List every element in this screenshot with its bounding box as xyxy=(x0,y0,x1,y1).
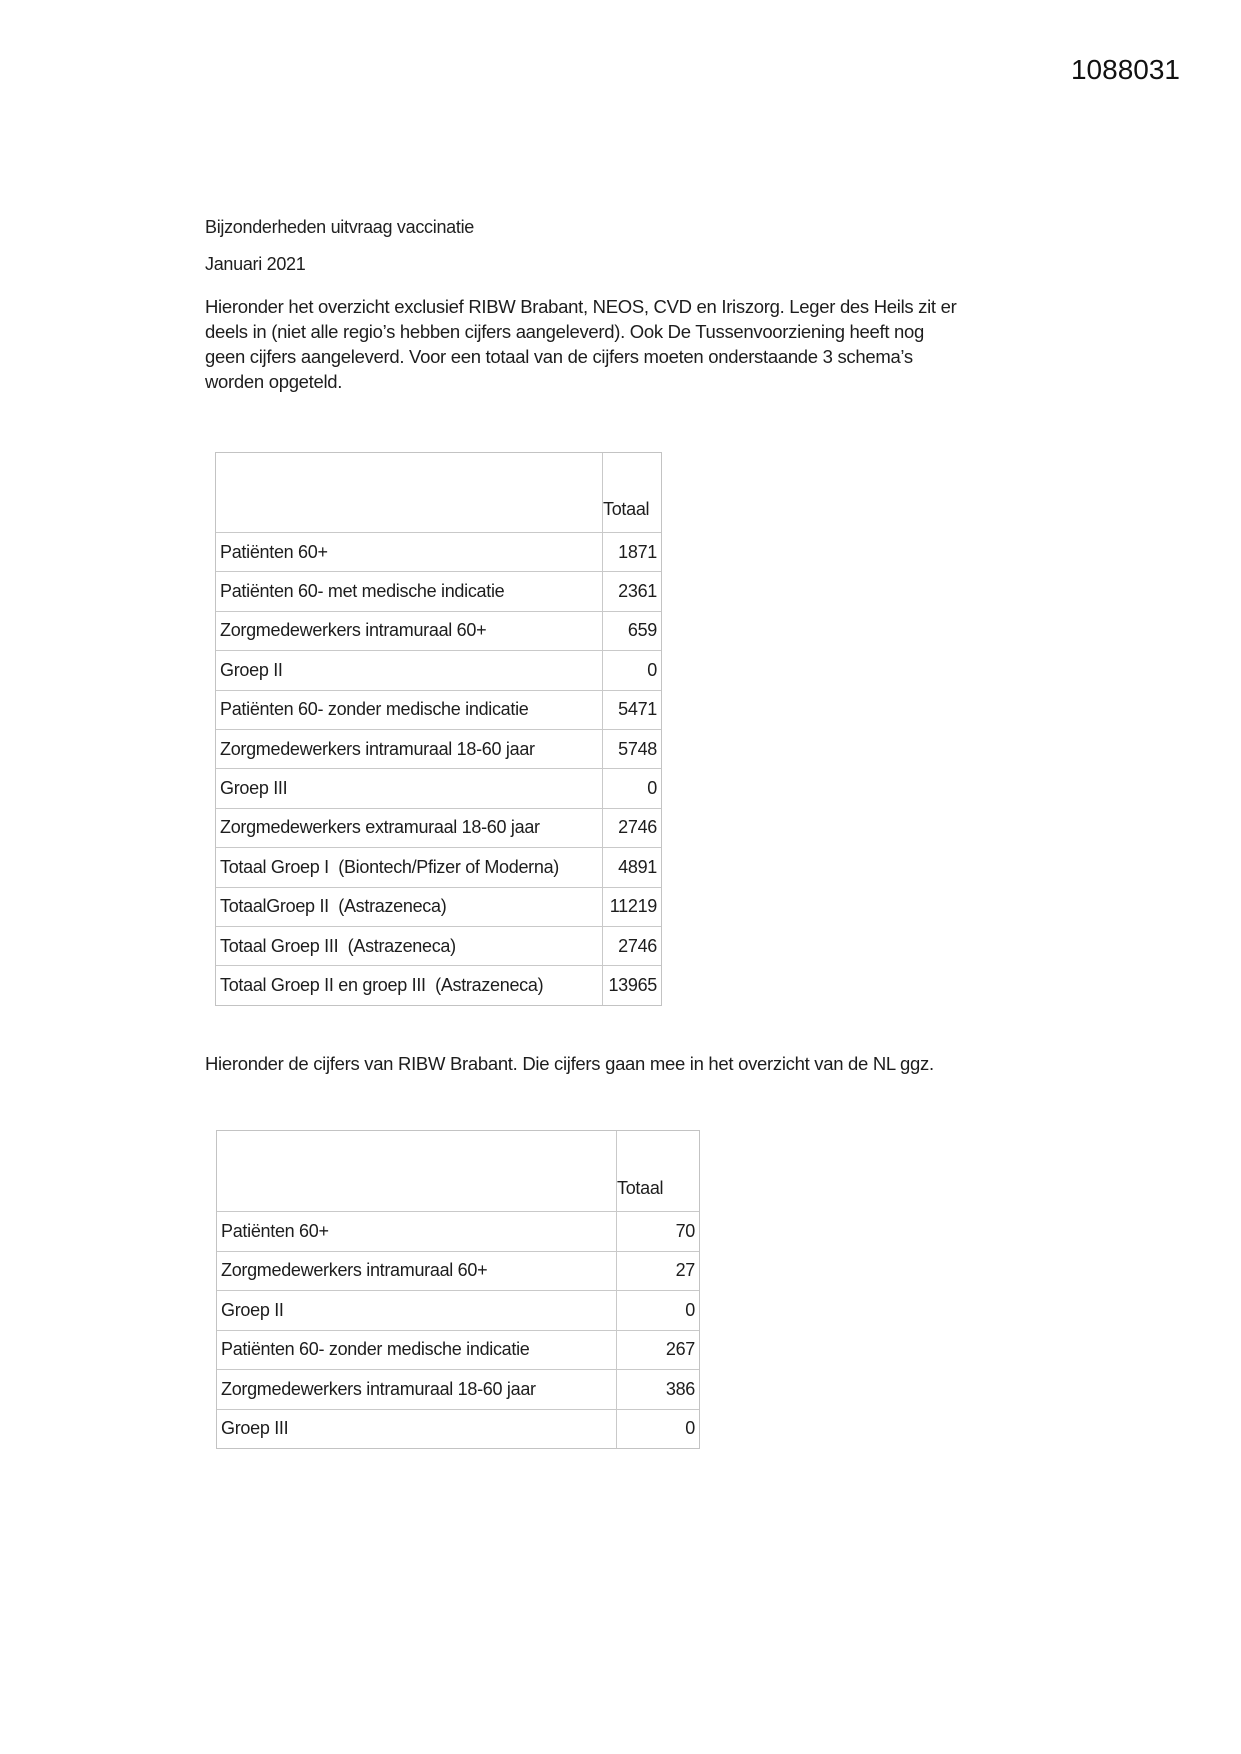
table-header-row xyxy=(217,1131,699,1211)
paragraph-line: worden opgeteld. xyxy=(205,371,343,392)
row-value-cell: 2746 xyxy=(618,935,657,956)
table-row xyxy=(217,1369,699,1409)
table-row xyxy=(217,1251,699,1291)
table-row xyxy=(216,690,661,729)
row-label-cell: TotaalGroep II (Astrazeneca) xyxy=(216,888,603,926)
row-value-cell: 4891 xyxy=(618,856,657,877)
row-label-cell: Totaal Groep III (Astrazeneca) xyxy=(216,927,603,965)
paragraph-line: deels in (niet alle regio’s hebben cijfers aangeleverd). Ook De Tussenvoorziening heeft nog xyxy=(205,321,924,342)
page-title: Bijzonderheden uitvraag vaccinatie xyxy=(205,217,474,237)
table-row xyxy=(216,847,661,886)
table-row xyxy=(217,1290,699,1330)
row-value-cell: 0 xyxy=(647,778,657,799)
row-value-cell: 13965 xyxy=(608,974,657,995)
row-label-cell: Zorgmedewerkers intramuraal 18-60 jaar xyxy=(216,730,603,768)
table-row xyxy=(216,650,661,689)
intro-paragraph xyxy=(205,294,956,394)
paragraph-line: geen cijfers aangeleverd. Voor een totaal van de cijfers moeten onderstaande 3 schema’s xyxy=(205,346,913,367)
vaccination-totals-table xyxy=(215,452,662,1006)
table-row xyxy=(216,965,661,1004)
header-total-cell: Totaal xyxy=(603,499,650,519)
row-value-cell: 0 xyxy=(685,1418,695,1439)
row-value-cell: 0 xyxy=(647,659,657,680)
row-value-cell: 386 xyxy=(665,1378,695,1399)
paragraph-line: Hieronder het overzicht exclusief RIBW Brabant, NEOS, CVD en Iriszorg. Leger des Heils zit er xyxy=(205,296,957,317)
table-row xyxy=(216,611,661,650)
table-row xyxy=(217,1211,699,1251)
row-label-cell: Groep III xyxy=(217,1410,617,1449)
header-empty-cell xyxy=(216,453,603,532)
row-label-cell: Groep II xyxy=(217,1291,617,1330)
table-row xyxy=(216,768,661,807)
row-label-cell: Zorgmedewerkers extramuraal 18-60 jaar xyxy=(216,809,603,847)
ribw-note: Hieronder de cijfers van RIBW Brabant. Die cijfers gaan mee in het overzicht van de NL ggz. xyxy=(205,1053,934,1074)
row-value-cell: 0 xyxy=(685,1299,695,1320)
row-label-cell: Zorgmedewerkers intramuraal 60+ xyxy=(216,612,603,650)
row-value-cell: 5748 xyxy=(618,738,657,759)
row-value-cell: 27 xyxy=(675,1260,695,1281)
header-empty-cell xyxy=(217,1131,617,1211)
row-value-cell: 659 xyxy=(627,620,657,641)
table-header-row xyxy=(216,453,661,532)
row-label-cell: Totaal Groep I (Biontech/Pfizer of Moderna) xyxy=(216,848,603,886)
row-label-cell: Groep II xyxy=(216,651,603,689)
table-row xyxy=(216,729,661,768)
ribw-brabant-table xyxy=(216,1130,700,1449)
row-label-cell: Zorgmedewerkers intramuraal 18-60 jaar xyxy=(217,1370,617,1409)
doc-date: Januari 2021 xyxy=(205,254,306,274)
row-label-cell: Patiënten 60+ xyxy=(216,533,603,571)
table-row xyxy=(216,808,661,847)
row-label-cell: Patiënten 60- zonder medische indicatie xyxy=(217,1331,617,1370)
header-total-cell: Totaal xyxy=(617,1178,664,1198)
table-row xyxy=(217,1409,699,1449)
row-label-cell: Groep III xyxy=(216,769,603,807)
table-row xyxy=(216,532,661,571)
row-label-cell: Patiënten 60+ xyxy=(217,1212,617,1251)
row-label-cell: Zorgmedewerkers intramuraal 60+ xyxy=(217,1252,617,1291)
row-value-cell: 70 xyxy=(675,1220,695,1241)
row-value-cell: 1871 xyxy=(618,541,657,562)
doc-number: 1088031 xyxy=(1070,54,1180,85)
row-value-cell: 5471 xyxy=(618,699,657,720)
row-label-cell: Totaal Groep II en groep III (Astrazeneca) xyxy=(216,966,603,1004)
row-value-cell: 267 xyxy=(665,1339,695,1360)
row-value-cell: 2746 xyxy=(618,817,657,838)
table-row xyxy=(216,571,661,610)
row-label-cell: Patiënten 60- zonder medische indicatie xyxy=(216,691,603,729)
table-row xyxy=(216,887,661,926)
row-label-cell: Patiënten 60- met medische indicatie xyxy=(216,572,603,610)
row-value-cell: 2361 xyxy=(618,581,657,602)
row-value-cell: 11219 xyxy=(609,896,657,917)
table-row xyxy=(217,1330,699,1370)
table-row xyxy=(216,926,661,965)
